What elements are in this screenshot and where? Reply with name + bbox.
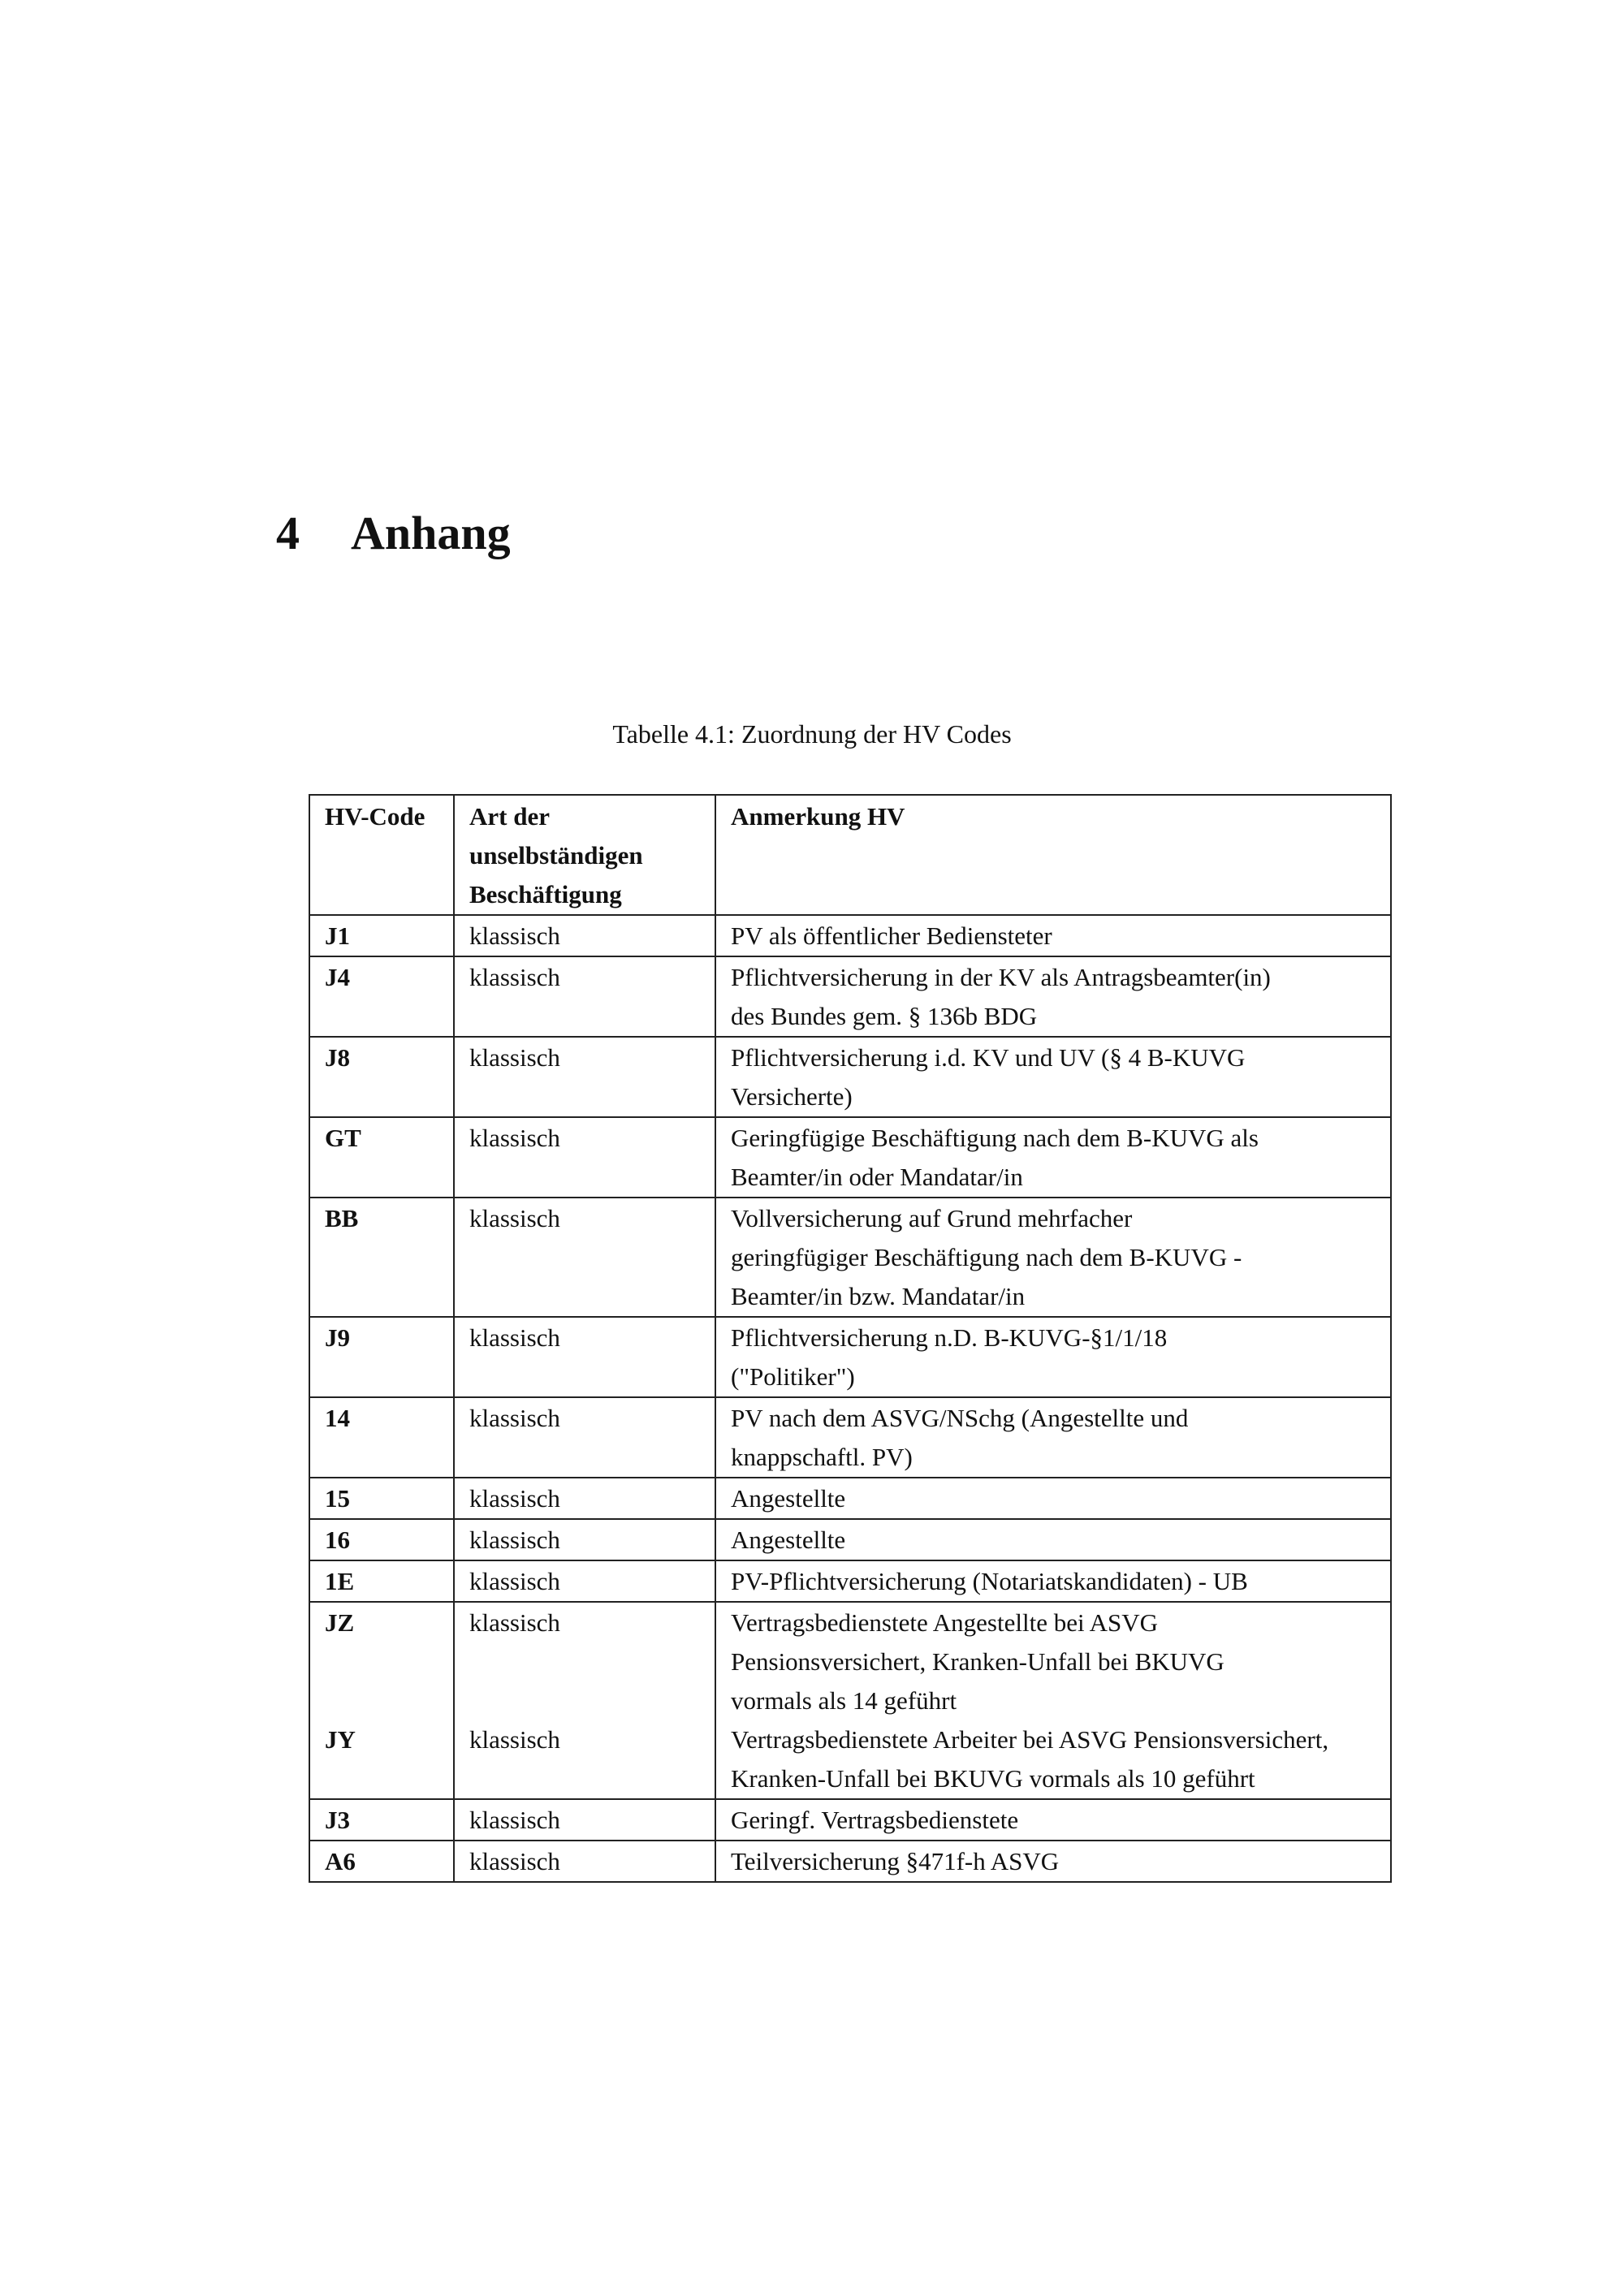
art-cell: klassisch (454, 1560, 715, 1602)
hv-code-cell: GT (309, 1117, 454, 1198)
table-row (309, 1198, 1391, 1317)
table-row (309, 1037, 1391, 1117)
hv-code-cell: BB (309, 1198, 454, 1317)
header-art-line: unselbständigen (469, 841, 643, 870)
table-row (309, 915, 1391, 956)
cell-line: JY (325, 1725, 356, 1754)
cell-line: Beamter/in bzw. Mandatar/in (731, 1282, 1026, 1310)
cell-line: geringfügiger Beschäftigung nach dem B-KUVG - (731, 1243, 1242, 1271)
hv-code-cell: J3 (309, 1799, 454, 1841)
art-cell: klassisch (454, 1198, 715, 1317)
cell-line: Kranken-Unfall bei BKUVG vormals als 10 geführt (731, 1764, 1255, 1793)
header-hv-code: HV-Code (309, 795, 454, 915)
art-cell: klassisch (454, 1519, 715, 1560)
anmerkung-cell (715, 1602, 1391, 1799)
cell-line: Pensionsversichert, Kranken-Unfall bei BKUVG (731, 1647, 1224, 1676)
chapter-title: Anhang (351, 507, 511, 559)
art-cell: klassisch (454, 1117, 715, 1198)
cell-line: JZ (325, 1608, 355, 1637)
hv-code-cell: 1E (309, 1560, 454, 1602)
cell-line: Vertragsbedienstete Angestellte bei ASVG (731, 1608, 1159, 1637)
table-row (309, 1117, 1391, 1198)
anmerkung-cell (715, 1519, 1391, 1560)
art-cell (454, 1602, 715, 1799)
table-row (309, 1478, 1391, 1519)
hv-code-cell: J9 (309, 1317, 454, 1397)
anmerkung-cell (715, 1397, 1391, 1478)
hv-code-table (309, 794, 1392, 1883)
cell-line: Beamter/in oder Mandatar/in (731, 1163, 1023, 1191)
anmerkung-cell (715, 1037, 1391, 1117)
anmerkung-cell (715, 1478, 1391, 1519)
cell-line: des Bundes gem. § 136b BDG (731, 1002, 1038, 1030)
hv-code-cell: A6 (309, 1841, 454, 1882)
anmerkung-cell (715, 1317, 1391, 1397)
cell-line: Teilversicherung §471f-h ASVG (731, 1847, 1060, 1875)
cell-line: Angestellte (731, 1526, 846, 1554)
chapter-heading (276, 507, 511, 559)
chapter-number: 4 (276, 507, 300, 559)
table-row (309, 1397, 1391, 1478)
table-row (309, 1602, 1391, 1799)
art-cell: klassisch (454, 1841, 715, 1882)
cell-line: Pflichtversicherung n.D. B-KUVG-§1/1/18 (731, 1323, 1168, 1352)
hv-code-cell: J4 (309, 956, 454, 1037)
hv-code-cell: J1 (309, 915, 454, 956)
anmerkung-cell (715, 1841, 1391, 1882)
table-row (309, 1519, 1391, 1560)
anmerkung-cell (715, 1560, 1391, 1602)
art-cell: klassisch (454, 915, 715, 956)
hv-code-cell: 16 (309, 1519, 454, 1560)
art-cell: klassisch (454, 1037, 715, 1117)
header-anmerkung: Anmerkung HV (715, 795, 1391, 915)
art-cell: klassisch (454, 1478, 715, 1519)
cell-line: Geringf. Vertragsbedienstete (731, 1806, 1019, 1834)
cell-line: ("Politiker") (731, 1362, 855, 1391)
header-art-line: Art der (469, 802, 550, 831)
hv-code-cell: 15 (309, 1478, 454, 1519)
table-row (309, 1317, 1391, 1397)
cell-line: Vertragsbedienstete Arbeiter bei ASVG Pensionsversichert, (731, 1725, 1329, 1754)
cell-line: Vollversicherung auf Grund mehrfacher (731, 1204, 1133, 1232)
art-cell: klassisch (454, 1799, 715, 1841)
cell-line: knappschaftl. PV) (731, 1443, 913, 1471)
anmerkung-cell (715, 956, 1391, 1037)
header-art (454, 795, 715, 915)
cell-line: vormals als 14 geführt (731, 1686, 957, 1715)
art-cell: klassisch (454, 956, 715, 1037)
hv-code-cell: J8 (309, 1037, 454, 1117)
cell-line: PV-Pflichtversicherung (Notariatskandidaten) - UB (731, 1567, 1248, 1595)
anmerkung-cell (715, 915, 1391, 956)
table-header-row (309, 795, 1391, 915)
header-art-line: Beschäftigung (469, 880, 622, 908)
cell-line: Angestellte (731, 1484, 846, 1513)
cell-line: PV als öffentlicher Bediensteter (731, 921, 1052, 950)
cell-line: Pflichtversicherung in der KV als Antragsbeamter(in) (731, 963, 1271, 991)
anmerkung-cell (715, 1198, 1391, 1317)
cell-line: klassisch (469, 1608, 560, 1637)
art-cell: klassisch (454, 1397, 715, 1478)
cell-line: klassisch (469, 1725, 560, 1754)
table-caption: Tabelle 4.1: Zuordnung der HV Codes (612, 719, 1012, 749)
hv-code-cell: 14 (309, 1397, 454, 1478)
anmerkung-cell (715, 1117, 1391, 1198)
anmerkung-cell (715, 1799, 1391, 1841)
table-body (309, 915, 1391, 1882)
cell-line: Geringfügige Beschäftigung nach dem B-KUVG als (731, 1124, 1259, 1152)
table-row (309, 956, 1391, 1037)
cell-line: Pflichtversicherung i.d. KV und UV (§ 4 B-KUVG (731, 1043, 1246, 1072)
art-cell: klassisch (454, 1317, 715, 1397)
table-row (309, 1560, 1391, 1602)
hv-code-cell (309, 1602, 454, 1799)
cell-line: PV nach dem ASVG/NSchg (Angestellte und (731, 1404, 1189, 1432)
table-row (309, 1799, 1391, 1841)
cell-line: Versicherte) (731, 1082, 853, 1111)
table-row (309, 1841, 1391, 1882)
